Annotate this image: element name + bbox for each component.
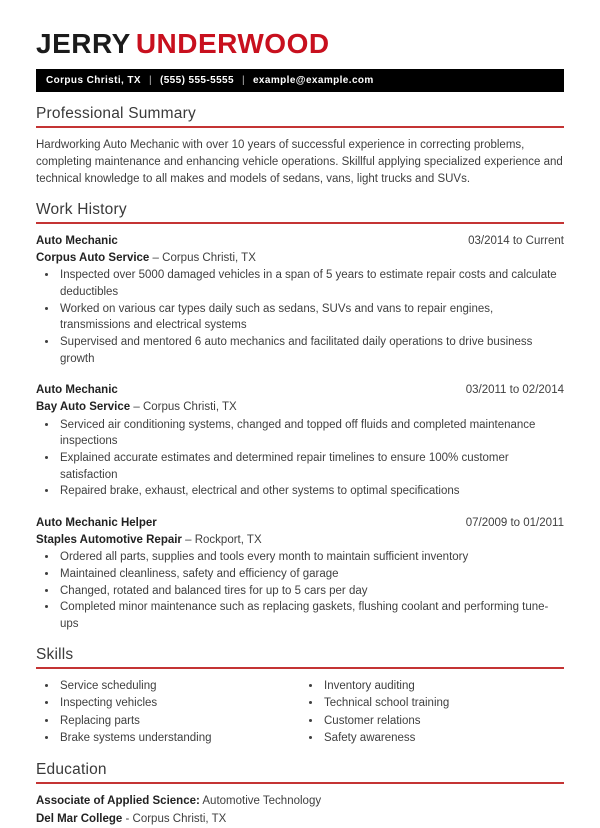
section-work-history: [36, 201, 564, 633]
skill-item: • Safety awareness: [322, 730, 564, 747]
job-bullet: • Ordered all parts, supplies and tools every month to maintain sufficient inventory: [58, 549, 564, 566]
degree-field: Automotive Technology: [202, 794, 322, 807]
education-heading: Education: [36, 761, 564, 784]
job-bullet-list: [36, 417, 564, 500]
skill-item: • Replacing parts: [58, 713, 300, 730]
job-header: [36, 515, 564, 532]
job-bullet: • Repaired brake, exhaust, electrical and other systems to optimal specifications: [58, 483, 564, 500]
first-name: JERRY: [36, 28, 131, 59]
job-company-line: [36, 399, 564, 416]
skills-columns: [36, 678, 564, 748]
job-bullet: • Changed, rotated and balanced tires for up to 5 cars per day: [58, 583, 564, 600]
job-bullet: • Serviced air conditioning systems, changed and topped off fluids and completed maintenance inspections: [58, 417, 564, 450]
company-location: Corpus Christi, TX: [162, 251, 256, 264]
skills-column-left: [36, 678, 300, 748]
job-bullet-list: [36, 549, 564, 632]
school-name: Del Mar College: [36, 812, 123, 825]
job-company-line: [36, 250, 564, 267]
job-dates: 07/2009 to 01/2011: [465, 517, 564, 530]
job-bullet: • Inspected over 5000 damaged vehicles in a span of 5 years to estimate repair costs and calculate deductibles: [58, 267, 564, 300]
section-skills: [36, 646, 564, 748]
company-separator: –: [185, 533, 192, 546]
job-bullet: • Supervised and mentored 6 auto mechanics and facilitated daily operations to drive business growth: [58, 334, 564, 367]
company-name: Bay Auto Service: [36, 401, 131, 414]
skill-item: • Brake systems understanding: [58, 730, 300, 747]
job-title: Auto Mechanic: [36, 235, 118, 248]
job-title: Auto Mechanic Helper: [36, 517, 157, 530]
job-entry: [36, 233, 564, 367]
degree-name: Associate of Applied Science:: [36, 794, 200, 807]
company-name: Corpus Auto Service: [36, 251, 150, 264]
school-location: Corpus Christi, TX: [132, 812, 227, 825]
education-school-line: [36, 811, 564, 828]
job-title: Auto Mechanic: [36, 384, 118, 397]
company-location: Corpus Christi, TX: [142, 401, 237, 414]
contact-email: example@example.com: [252, 75, 374, 86]
job-dates: 03/2014 to Current: [468, 235, 564, 248]
job-bullet: • Completed minor maintenance such as replacing gaskets, flushing coolant and performing tune-ups: [58, 599, 564, 632]
education-degree-line: [36, 793, 564, 811]
summary-text: Hardworking Auto Mechanic with over 10 years of successful experience in correcting problems, completing maintenance and enhancing vehicle operations. Skillful applying specialized experience and technical knowledge to all makes and models of sedans, vans, light trucks and SUVs.: [36, 139, 563, 186]
skills-column-right: [300, 678, 564, 748]
job-company-line: [36, 532, 564, 549]
skill-item: • Inspecting vehicles: [58, 695, 300, 712]
skill-item: • Inventory auditing: [322, 678, 564, 695]
contact-bar: [36, 69, 564, 92]
contact-separator: |: [241, 75, 245, 86]
company-separator: –: [133, 401, 140, 414]
job-header: [36, 233, 564, 250]
job-entry: [36, 515, 564, 633]
skill-item: • Technical school training: [322, 695, 564, 712]
job-header: [36, 382, 564, 399]
job-entry: [36, 382, 564, 500]
company-separator: –: [152, 251, 159, 264]
section-professional-summary: [36, 105, 564, 188]
job-bullet: • Worked on various car types daily such as sedans, SUVs and vans to repair engines, transmissions and electrical systems: [58, 301, 564, 334]
school-separator: -: [125, 812, 130, 825]
contact-location: Corpus Christi, TX: [46, 75, 141, 86]
last-name: UNDERWOOD: [135, 28, 330, 59]
section-education: [36, 761, 564, 828]
contact-phone: (555) 555-5555: [159, 75, 234, 86]
company-location: Rockport, TX: [194, 533, 262, 546]
skill-item: • Service scheduling: [58, 678, 300, 695]
skill-item: • Customer relations: [322, 713, 564, 730]
contact-separator: |: [148, 75, 152, 86]
summary-heading: Professional Summary: [36, 105, 564, 128]
job-bullet: • Maintained cleanliness, safety and efficiency of garage: [58, 566, 564, 583]
job-bullet-list: [36, 267, 564, 367]
candidate-name: [36, 30, 564, 58]
skills-heading: Skills: [36, 646, 564, 669]
job-dates: 03/2011 to 02/2014: [465, 384, 564, 397]
job-bullet: • Explained accurate estimates and determined repair timelines to ensure 100% customer satisfaction: [58, 450, 564, 483]
company-name: Staples Automotive Repair: [36, 533, 182, 546]
work-history-heading: Work History: [36, 201, 564, 224]
